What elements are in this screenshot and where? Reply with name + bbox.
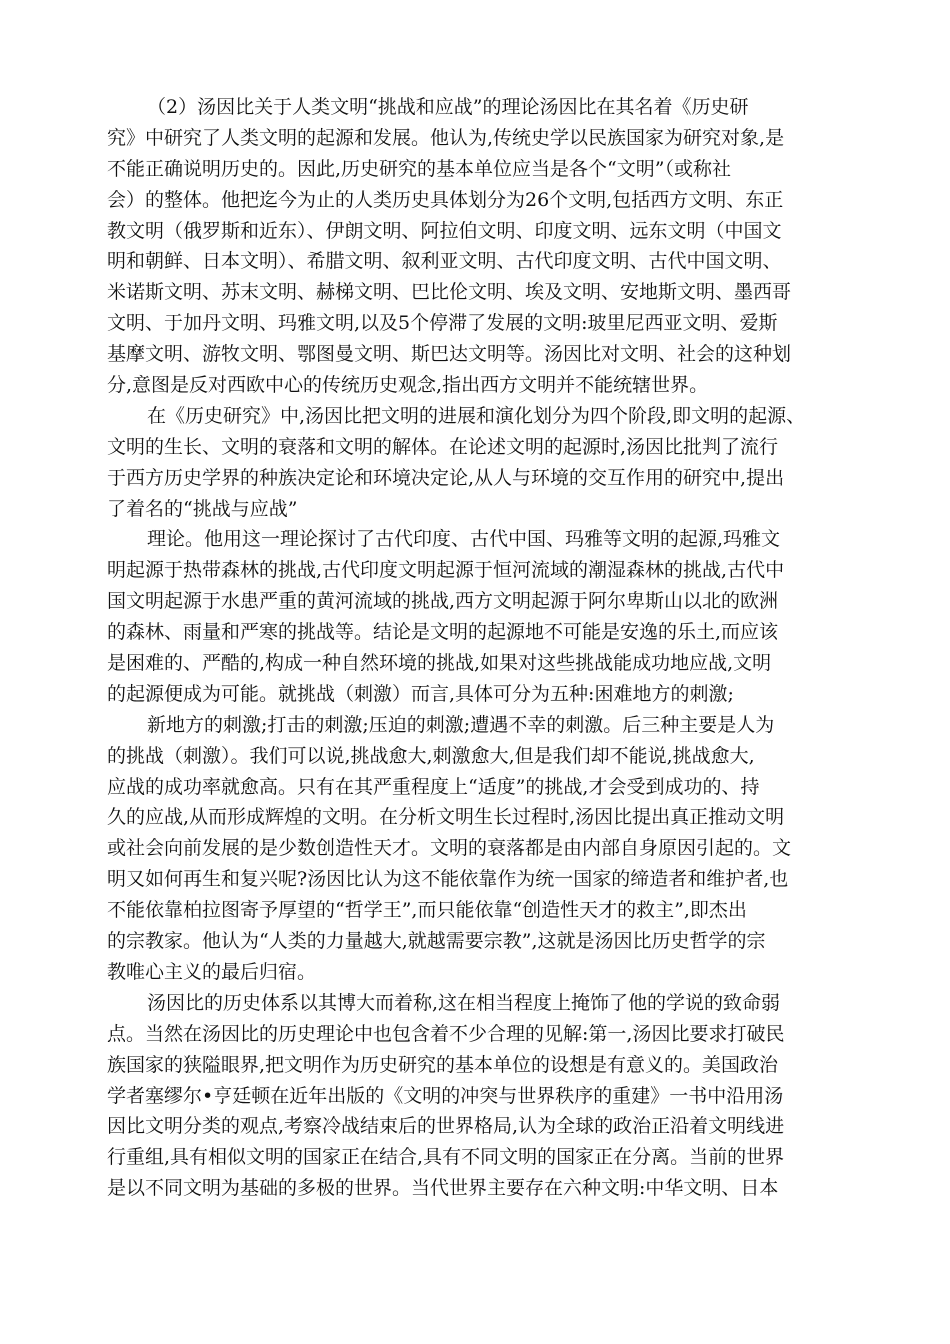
- text-line: 不能依靠柏拉图寄予厚望的“哲学王”,而只能依靠“创造性天才的救主”,即杰出: [107, 899, 747, 922]
- text-line: 点。当然在汤因比的历史理论中也包含着不少合理的见解:第一,汤因比要求打破民: [107, 1022, 785, 1045]
- text-line: 的森林、雨量和严寒的挑战等。结论是文明的起源地不可能是安逸的乐土,而应该: [107, 621, 779, 644]
- text-line: 会）的整体。他把迄今为止的人类历史具体划分为26个文明,包括西方文明、东正: [107, 188, 784, 211]
- paragraph: [107, 92, 842, 401]
- text-line: 分,意图是反对西欧中心的传统历史观念,指出西方文明并不能统辖世界。: [107, 374, 709, 397]
- text-line: 久的应战,从而形成辉煌的文明。在分析文明生长过程时,汤因比提出真正推动文明: [107, 806, 785, 829]
- paragraph: [107, 710, 842, 988]
- text-line: 汤因比的历史体系以其博大而着称,这在相当程度上掩饰了他的学说的致命弱: [147, 991, 781, 1014]
- text-line: （2）汤因比关于人类文明“挑战和应战”的理论汤因比在其名着《历史研: [147, 96, 749, 118]
- paragraph: [107, 401, 842, 525]
- text-line: 在《历史研究》中,汤因比把文明的进展和演化划分为四个阶段,即文明的起源、: [147, 404, 806, 427]
- text-line: 文明的生长、文明的衰落和文明的解体。在论述文明的起源时,汤因比批判了流行: [107, 435, 779, 458]
- text-line: 于西方历史学界的种族决定论和环境决定论,从人与环境的交互作用的研究中,提出: [107, 466, 785, 489]
- text-line: 不能正确说明历史的。因此,历史研究的基本单位应当是各个“文明”（或称社: [107, 157, 731, 180]
- text-line: 究》中研究了人类文明的起源和发展。他认为,传统史学以民族国家为研究对象,是: [107, 126, 785, 149]
- text-line: 国文明起源于水患严重的黄河流域的挑战,西方文明起源于阿尔卑斯山以北的欧洲: [107, 590, 779, 613]
- text-line: 明起源于热带森林的挑战,古代印度文明起源于恒河流域的潮湿森林的挑战,古代中: [107, 559, 785, 582]
- text-line: 明又如何再生和复兴呢?汤因比认为这不能依靠作为统一国家的缔造者和维护者,也: [107, 868, 789, 891]
- text-line: 是困难的、严酷的,构成一种自然环境的挑战,如果对这些挑战能成功地应战,文明: [107, 652, 772, 675]
- text-line: 行重组,具有相似文明的国家正在结合,具有不同文明的国家正在分离。当前的世界: [107, 1146, 785, 1169]
- text-line: 文明、于加丹文明、玛雅文明,以及5个停滞了发展的文明:玻里尼西亚文明、爱斯: [107, 312, 778, 335]
- text-line: 米诺斯文明、苏末文明、赫梯文明、巴比伦文明、埃及文明、安地斯文明、墨西哥: [107, 281, 792, 304]
- text-line: 的挑战（刺激）。我们可以说,挑战愈大,刺激愈大,但是我们却不能说,挑战愈大,: [107, 744, 755, 767]
- text-line: 新地方的刺激;打击的刺激;压迫的刺激;遭遇不幸的刺激。后三种主要是人为: [147, 713, 775, 736]
- document-body: [107, 92, 842, 1204]
- text-line: 基摩文明、游牧文明、鄂图曼文明、斯巴达文明等。汤因比对文明、社会的这种划: [107, 343, 792, 366]
- text-line: 明和朝鲜、日本文明）、希腊文明、叙利亚文明、古代印度文明、古代中国文明、: [107, 250, 782, 273]
- text-line: 应战的成功率就愈高。只有在其严重程度上“适度”的挑战,才会受到成功的、持: [107, 775, 760, 798]
- text-line: 教文明（俄罗斯和近东）、伊朗文明、阿拉伯文明、印度文明、远东文明（中国文: [107, 219, 782, 242]
- text-line: 或社会向前发展的是少数创造性天才。文明的衰落都是由内部自身原因引起的。文: [107, 837, 792, 860]
- text-line: 学者塞缪尔•亨廷顿在近年出版的《文明的冲突与世界秩序的重建》一书中沿用汤: [107, 1084, 784, 1107]
- text-line: 族国家的狭隘眼界,把文明作为历史研究的基本单位的设想是有意义的。美国政治: [107, 1053, 779, 1076]
- text-line: 理论。他用这一理论探讨了古代印度、古代中国、玛雅等文明的起源,玛雅文: [147, 528, 781, 551]
- text-line: 的宗教家。他认为“人类的力量越大,就越需要宗教”,这就是汤因比历史哲学的宗: [107, 930, 766, 953]
- text-line: 了着名的“挑战与应战”: [107, 497, 298, 520]
- text-line: 教唯心主义的最后归宿。: [107, 960, 317, 983]
- text-line: 因比文明分类的观点,考察冷战结束后的世界格局,认为全球的政治正沿着文明线进: [107, 1115, 785, 1138]
- paragraph: [107, 524, 842, 709]
- text-line: 是以不同文明为基础的多极的世界。当代世界主要存在六种文明:中华文明、日本: [107, 1177, 779, 1200]
- text-line: 的起源便成为可能。就挑战（刺激）而言,具体可分为五种:困难地方的刺激;: [107, 682, 734, 705]
- paragraph: [107, 988, 842, 1204]
